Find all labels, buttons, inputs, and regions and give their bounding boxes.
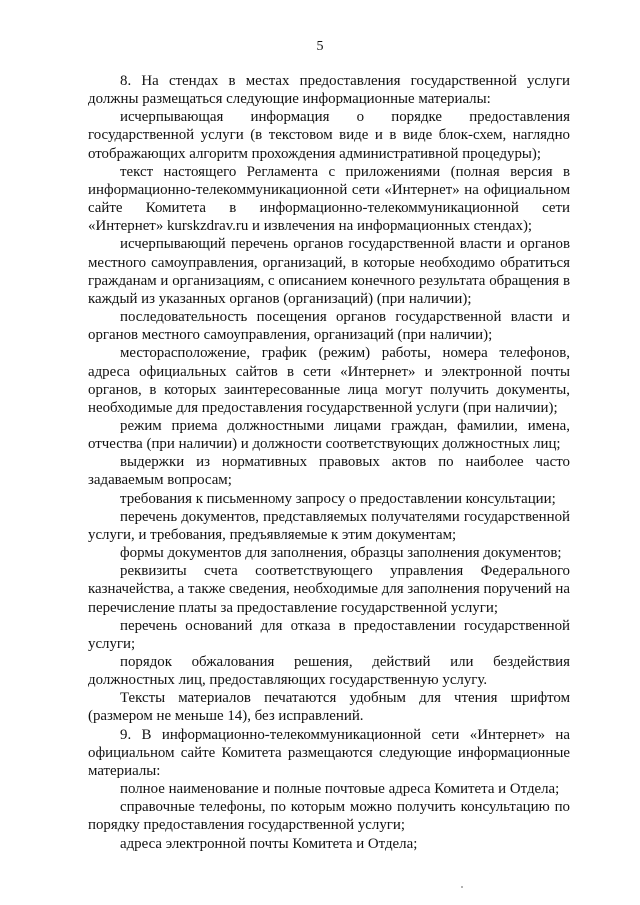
paragraph-legal-excerpts: выдержки из нормативных правовых актов по наиболее часто задаваемым вопросам;	[88, 454, 570, 489]
scan-artifact	[461, 886, 463, 888]
document-body	[88, 72, 570, 853]
paragraph-full-name-addresses: полное наименование и полные почтовые адреса Комитета и Отдела;	[120, 781, 560, 798]
paragraph-visit-sequence: последовательность посещения органов государственной власти и органов местного самоуправления, организаций (при наличии);	[88, 309, 570, 344]
paragraph-document-forms: формы документов для заполнения, образцы заполнения документов;	[120, 545, 562, 562]
page-number: 5	[316, 39, 324, 54]
paragraph-procedure-info: исчерпывающая информация о порядке предоставления государственной услуги (в текстовом виде и в виде блок-схем, наглядно отображающих алгоритм прохождения административной процедуры);	[88, 109, 570, 162]
paragraph-regulation-text: текст настоящего Регламента с приложениями (полная версия в информационно-телекоммуникационной сети «Интернет» на официальном сайте Комитета в информационно-телекоммуникационной сети «Интернет» kurskzdrav.ru и извлечения на информационных стендах);	[88, 163, 570, 235]
paragraph-appeal-procedure: порядок обжалования решения, действий или бездействия должностных лиц, предоставляющих государственную услугу.	[88, 654, 570, 689]
paragraph-reference-phones: справочные телефоны, по которым можно получить консультацию по порядку предоставления государственной услуги;	[88, 799, 570, 834]
paragraph-written-request: требования к письменному запросу о предоставлении консультации;	[120, 490, 556, 507]
paragraph-print-requirements: Тексты материалов печатаются удобным для чтения шрифтом (размером не меньше 14), без исправлений.	[88, 690, 570, 725]
paragraph-locations-schedule: месторасположение, график (режим) работы, номера телефонов, адреса официальных сайтов в сети «Интернет» и электронной почты органов, в которых заинтересованные лица могут получить документы, необходимые для предоставления государственной услуги (при наличии);	[88, 345, 570, 416]
paragraph-refusal-grounds: перечень оснований для отказа в предоставлении государственной услуги;	[88, 617, 570, 652]
paragraph-account-details: реквизиты счета соответствующего управления Федерального казначейства, а также сведения, необходимые для заполнения поручений на перечисление платы за предоставление государственной услуги;	[88, 563, 570, 616]
paragraph-authorities-list: исчерпывающий перечень органов государственной власти и органов местного самоуправления, организаций, в которые необходимо обратиться гражданам и организациям, с описанием конечного результата обращения в каждый из указанных органов (организаций) (при наличии);	[88, 236, 570, 307]
paragraph-section-9-intro: 9. В информационно-телекоммуникационной сети «Интернет» на официальном сайте Комитета размещаются следующие информационные материалы:	[88, 726, 570, 779]
paragraph-reception-mode: режим приема должностными лицами граждан, фамилии, имена, отчества (при наличии) и должности соответствующих должностных лиц;	[88, 417, 570, 453]
paragraph-email-addresses: адреса электронной почты Комитета и Отдела;	[120, 835, 418, 852]
paragraph-section-8-intro: 8. На стендах в местах предоставления государственной услуги должны размещаться следующие информационные материалы:	[88, 73, 570, 108]
paragraph-document-list: перечень документов, представляемых получателями государственной услуги, и требования, предъявляемые к этим документам;	[88, 508, 570, 543]
